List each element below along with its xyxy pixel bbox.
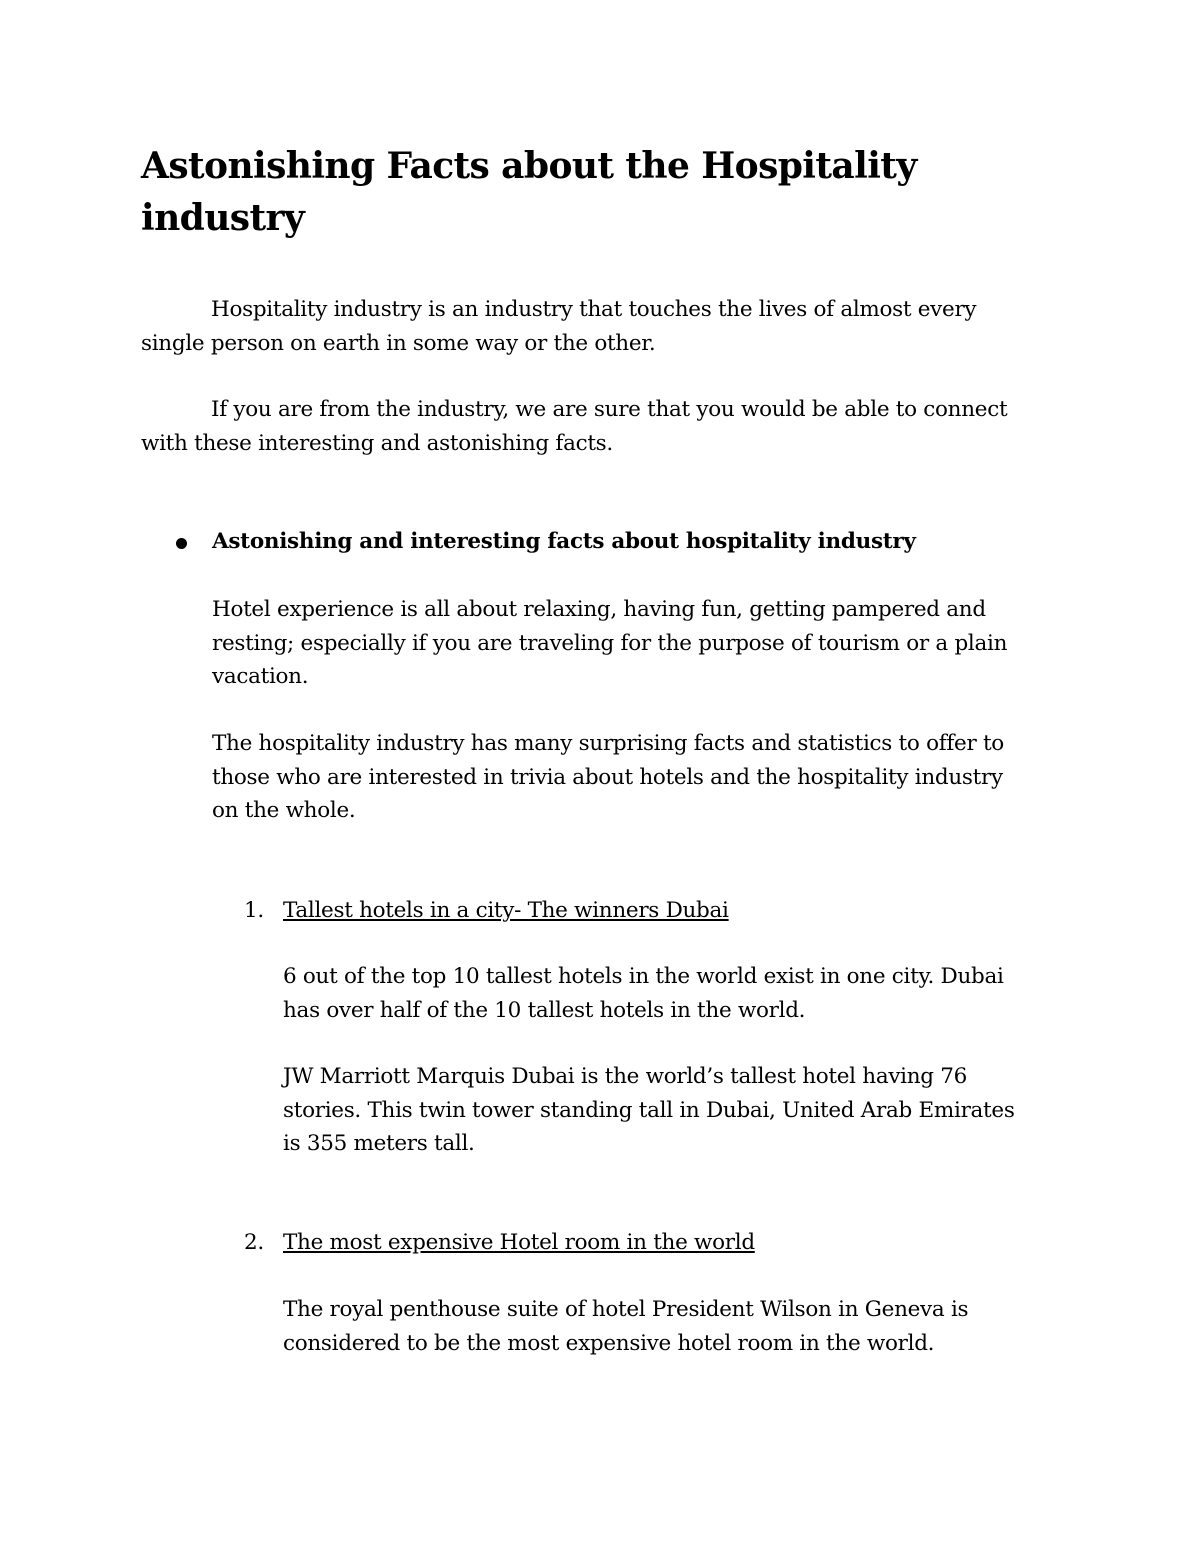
section-heading: Astonishing and interesting facts about hospitality industry: [212, 529, 916, 554]
fact-1-paragraph-2-line: JW Marriott Marquis Dubai is the world’s tallest hotel having 76: [283, 1064, 968, 1089]
fact-2-paragraph-1: [283, 1293, 968, 1360]
intro-paragraph-1-line: Hospitality industry is an industry that touches the lives of almost every: [211, 297, 977, 322]
fact-1-paragraph-1-line: has over half of the 10 tallest hotels in the world.: [283, 997, 806, 1023]
fact-1-paragraph-1-line: 6 out of the top 10 tallest hotels in the world exist in one city. Dubai: [283, 964, 1004, 989]
fact-1-heading: Tallest hotels in a city- The winners Dubai: [283, 898, 729, 923]
intro-paragraph-2: [141, 393, 1007, 460]
intro-paragraph-1-line: single person on earth in some way or the other.: [141, 330, 656, 356]
section-paragraph-2-line: on the whole.: [212, 798, 356, 823]
fact-1-paragraph-2: [283, 1060, 1015, 1161]
intro-paragraph-2-line: with these interesting and astonishing facts.: [141, 430, 613, 456]
fact-2-paragraph-1-line: considered to be the most expensive hotel room in the world.: [283, 1330, 935, 1356]
fact-2-heading: The most expensive Hotel room in the world: [283, 1230, 755, 1255]
section-paragraph-1-line: vacation.: [212, 664, 309, 689]
fact-2-paragraph-1-line: The royal penthouse suite of hotel President Wilson in Geneva is: [283, 1297, 969, 1322]
section-paragraph-2-line: those who are interested in trivia about hotels and the hospitality industry: [212, 764, 1003, 790]
fact-1-paragraph-1: [283, 960, 1004, 1027]
intro-paragraph-1: [141, 293, 976, 360]
section-paragraph-2-line: The hospitality industry has many surprising facts and statistics to offer to: [212, 731, 1004, 756]
section-paragraph-1: [212, 593, 1007, 694]
fact-1-number: 1.: [244, 898, 264, 923]
section-paragraph-2: [212, 727, 1004, 828]
fact-1-paragraph-2-line: stories. This twin tower standing tall in Dubai, United Arab Emirates: [283, 1097, 1015, 1123]
document-title: Astonishing Facts about the Hospitality industry: [141, 145, 917, 239]
fact-2-number: 2.: [244, 1230, 264, 1255]
section-paragraph-1-line: Hotel experience is all about relaxing, having fun, getting pampered and: [212, 597, 986, 622]
section-paragraph-1-line: resting; especially if you are traveling for the purpose of tourism or a plain: [212, 630, 1008, 656]
intro-paragraph-2-line: If you are from the industry, we are sure that you would be able to connect: [211, 397, 1008, 422]
bullet-icon: [176, 538, 187, 549]
fact-1-paragraph-2-line: is 355 meters tall.: [283, 1131, 475, 1156]
